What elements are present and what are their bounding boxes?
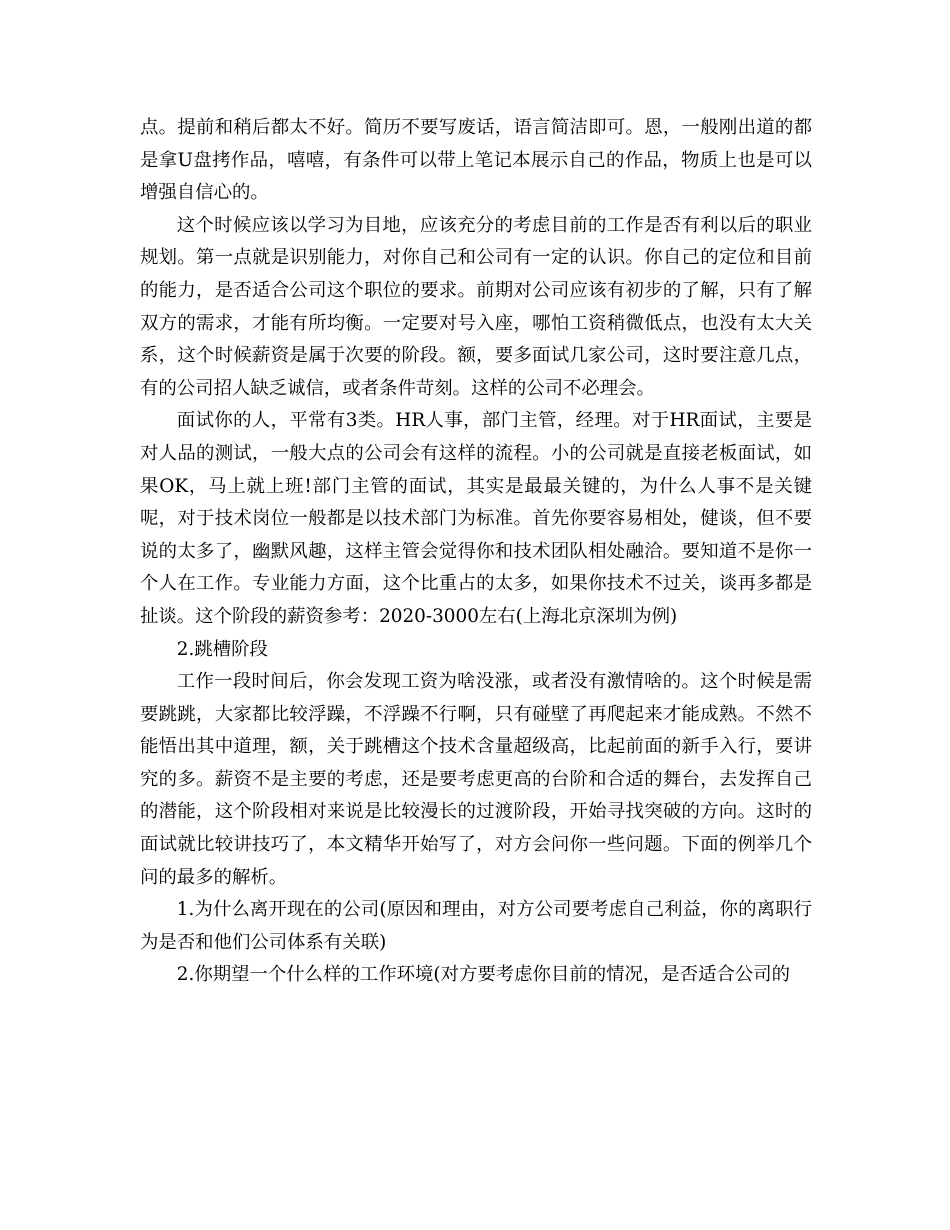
document-body <box>140 112 812 992</box>
paragraph: 点。提前和稍后都太不好。简历不要写废话，语言简洁即可。恩，一般刚出道的都是拿U盘拷作品，嘻嘻，有条件可以带上笔记本展示自己的作品，物质上也是可以增强自信心的。 <box>140 117 812 204</box>
numbered-item: 2.你期望一个什么样的工作环境(对方要考虑你目前的情况，是否适合公司的 <box>176 964 791 986</box>
numbered-item: 1.为什么离开现在的公司(原因和理由，对方公司要考虑自己利益，你的离职行为是否和他们公司体系有关联) <box>140 899 812 953</box>
paragraph: 工作一段时间后，你会发现工资为啥没涨，或者没有激情啥的。这个时候是需要跳跳，大家都比较浮躁，不浮躁不行啊，只有碰壁了再爬起来才能成熟。不然不能悟出其中道理，额，关于跳槽这个技术含量超级高，比起前面的新手入行，要讲究的多。薪资不是主要的考虑，还是要考虑更高的台阶和合适的舞台，去发挥自己的潜能，这个阶段相对来说是比较漫长的过渡阶段，开始寻找突破的方向。这时的面试就比较讲技巧了，本文精华开始写了，对方会问你一些问题。下面的例举几个问的最多的解析。 <box>140 671 812 888</box>
paragraph: 面试你的人，平常有3类。HR人事，部门主管，经理。对于HR面试，主要是对人品的测试，一般大点的公司会有这样的流程。小的公司就是直接老板面试，如果OK，马上就上班!部门主管的面试，其实是最最关键的，为什么人事不是关键呢，对于技术岗位一般都是以技术部门为标准。首先你要容易相处，健谈，但不要说的太多了，幽默风趣，这样主管会觉得你和技术团队相处融洽。要知道不是你一个人在工作。专业能力方面，这个比重占的太多，如果你技术不过关，谈再多都是扯谈。这个阶段的薪资参考：2020-3000左右(上海北京深圳为例) <box>140 410 812 627</box>
section-heading: 2.跳槽阶段 <box>176 638 268 660</box>
paragraph: 这个时候应该以学习为目地，应该充分的考虑目前的工作是否有利以后的职业规划。第一点就是识别能力，对你自己和公司有一定的认识。你自己的定位和目前的能力，是否适合公司这个职位的要求。前期对公司应该有初步的了解，只有了解双方的需求，才能有所均衡。一定要对号入座，哪怕工资稍微低点，也没有太大关系，这个时候薪资是属于次要的阶段。额，要多面试几家公司，这时要注意几点，有的公司招人缺乏诚信，或者条件苛刻。这样的公司不必理会。 <box>140 214 812 399</box>
